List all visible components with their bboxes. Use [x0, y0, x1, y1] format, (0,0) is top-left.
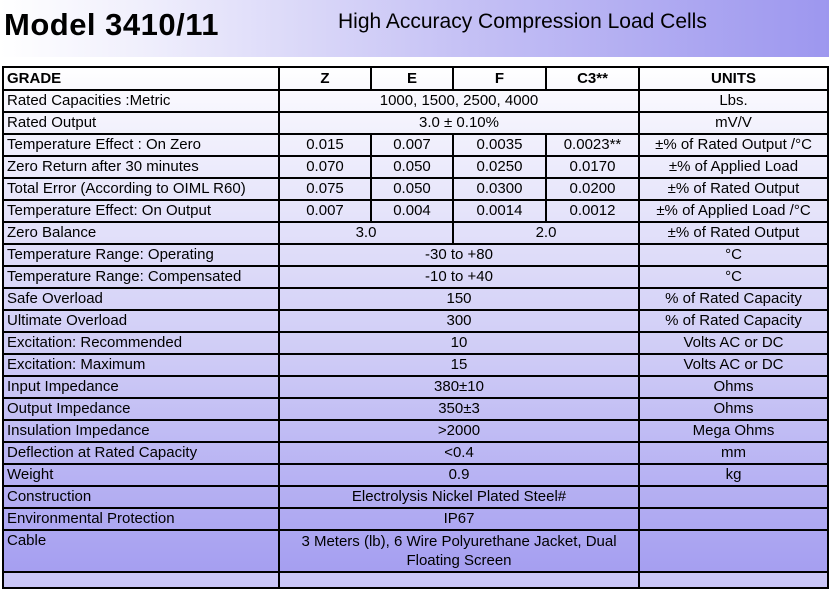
table-row: [3, 486, 828, 508]
row-units: °C: [639, 244, 828, 266]
value-cell-z: 0.075: [279, 178, 371, 200]
row-label: Insulation Impedance: [3, 420, 279, 442]
value-cell-fc3: 2.0: [453, 222, 639, 244]
value-cell-ze: 3.0: [279, 222, 453, 244]
col-header-f: F: [453, 67, 546, 90]
value-cell-e: 0.007: [371, 134, 453, 156]
table-row: [3, 530, 828, 572]
value-cell-e: 0.050: [371, 178, 453, 200]
row-label: [3, 572, 279, 588]
row-units: Volts AC or DC: [639, 332, 828, 354]
row-units: kg: [639, 464, 828, 486]
row-value: 3 Meters (lb), 6 Wire Polyurethane Jacket, Dual Floating Screen: [279, 530, 639, 572]
row-units: % of Rated Capacity: [639, 310, 828, 332]
row-units: [639, 572, 828, 588]
row-label: Ultimate Overload: [3, 310, 279, 332]
row-units: °C: [639, 266, 828, 288]
row-value: 150: [279, 288, 639, 310]
row-value: 380±10: [279, 376, 639, 398]
table-row: [3, 266, 828, 288]
table-row: [3, 244, 828, 266]
table-row: [3, 200, 828, 222]
col-header-z: Z: [279, 67, 371, 90]
value-cell-f: 0.0014: [453, 200, 546, 222]
row-label: Rated Capacities :Metric: [3, 90, 279, 112]
row-units: ±% of Rated Output: [639, 222, 828, 244]
table-row: [3, 398, 828, 420]
table-row: [3, 156, 828, 178]
table-row: [3, 134, 828, 156]
table-row-partial: [3, 572, 828, 588]
row-label: Weight: [3, 464, 279, 486]
table-row: [3, 310, 828, 332]
header-banner: [0, 0, 829, 57]
row-value: 0.9: [279, 464, 639, 486]
row-units: mm: [639, 442, 828, 464]
value-cell-e: 0.050: [371, 156, 453, 178]
spec-table: [2, 66, 829, 589]
row-value: <0.4: [279, 442, 639, 464]
row-units: ±% of Rated Output /°C: [639, 134, 828, 156]
row-value: -30 to +80: [279, 244, 639, 266]
col-header-units: UNITS: [639, 67, 828, 90]
row-units: ±% of Applied Load: [639, 156, 828, 178]
row-value: IP67: [279, 508, 639, 530]
value-cell-c3: 0.0200: [546, 178, 639, 200]
row-label: Input Impedance: [3, 376, 279, 398]
row-units: % of Rated Capacity: [639, 288, 828, 310]
row-units: Lbs.: [639, 90, 828, 112]
row-label: Excitation: Maximum: [3, 354, 279, 376]
row-units: [639, 486, 828, 508]
row-label: Cable: [3, 530, 279, 572]
row-value: 350±3: [279, 398, 639, 420]
value-cell-c3: 0.0170: [546, 156, 639, 178]
row-label: Zero Return after 30 minutes: [3, 156, 279, 178]
row-label: Output Impedance: [3, 398, 279, 420]
value-cell-f: 0.0250: [453, 156, 546, 178]
row-label: Temperature Range: Operating: [3, 244, 279, 266]
value-cell-e: 0.004: [371, 200, 453, 222]
value-cell-z: 0.015: [279, 134, 371, 156]
table-header-row: [3, 67, 828, 90]
col-header-c3: C3**: [546, 67, 639, 90]
value-cell-c3: 0.0012: [546, 200, 639, 222]
table-row: [3, 354, 828, 376]
row-label: Temperature Effect: On Output: [3, 200, 279, 222]
table-row: [3, 442, 828, 464]
row-label: Temperature Range: Compensated: [3, 266, 279, 288]
row-units: mV/V: [639, 112, 828, 134]
table-row: [3, 376, 828, 398]
row-value: 300: [279, 310, 639, 332]
row-value: Electrolysis Nickel Plated Steel#: [279, 486, 639, 508]
row-units: Volts AC or DC: [639, 354, 828, 376]
row-value: -10 to +40: [279, 266, 639, 288]
table-row: [3, 508, 828, 530]
col-header-grade: GRADE: [3, 67, 279, 90]
table-row: [3, 112, 828, 134]
row-units: Ohms: [639, 376, 828, 398]
row-units: ±% of Rated Output: [639, 178, 828, 200]
row-value: >2000: [279, 420, 639, 442]
row-units: Ohms: [639, 398, 828, 420]
col-header-e: E: [371, 67, 453, 90]
row-units: [639, 530, 828, 572]
row-units: Mega Ohms: [639, 420, 828, 442]
row-label: Deflection at Rated Capacity: [3, 442, 279, 464]
row-label: Rated Output: [3, 112, 279, 134]
row-label: Excitation: Recommended: [3, 332, 279, 354]
spec-table-container: [2, 66, 827, 569]
row-value: [279, 572, 639, 588]
row-label: Environmental Protection: [3, 508, 279, 530]
row-value: 15: [279, 354, 639, 376]
table-row: [3, 288, 828, 310]
table-row: [3, 222, 828, 244]
table-row: [3, 420, 828, 442]
value-cell-c3: 0.0023**: [546, 134, 639, 156]
value-cell-z: 0.007: [279, 200, 371, 222]
row-label: Construction: [3, 486, 279, 508]
row-label: Safe Overload: [3, 288, 279, 310]
product-subtitle: High Accuracy Compression Load Cells: [338, 10, 707, 33]
value-cell-f: 0.0300: [453, 178, 546, 200]
row-value: 3.0 ± 0.10%: [279, 112, 639, 134]
table-row: [3, 332, 828, 354]
row-units: [639, 508, 828, 530]
row-label: Temperature Effect : On Zero: [3, 134, 279, 156]
value-cell-f: 0.0035: [453, 134, 546, 156]
model-title: Model 3410/11: [4, 7, 220, 42]
row-value: 1000, 1500, 2500, 4000: [279, 90, 639, 112]
row-label: Total Error (According to OIML R60): [3, 178, 279, 200]
value-cell-z: 0.070: [279, 156, 371, 178]
table-row: [3, 178, 828, 200]
row-value: 10: [279, 332, 639, 354]
row-units: ±% of Applied Load /°C: [639, 200, 828, 222]
table-row: [3, 464, 828, 486]
table-row: [3, 90, 828, 112]
row-label: Zero Balance: [3, 222, 279, 244]
